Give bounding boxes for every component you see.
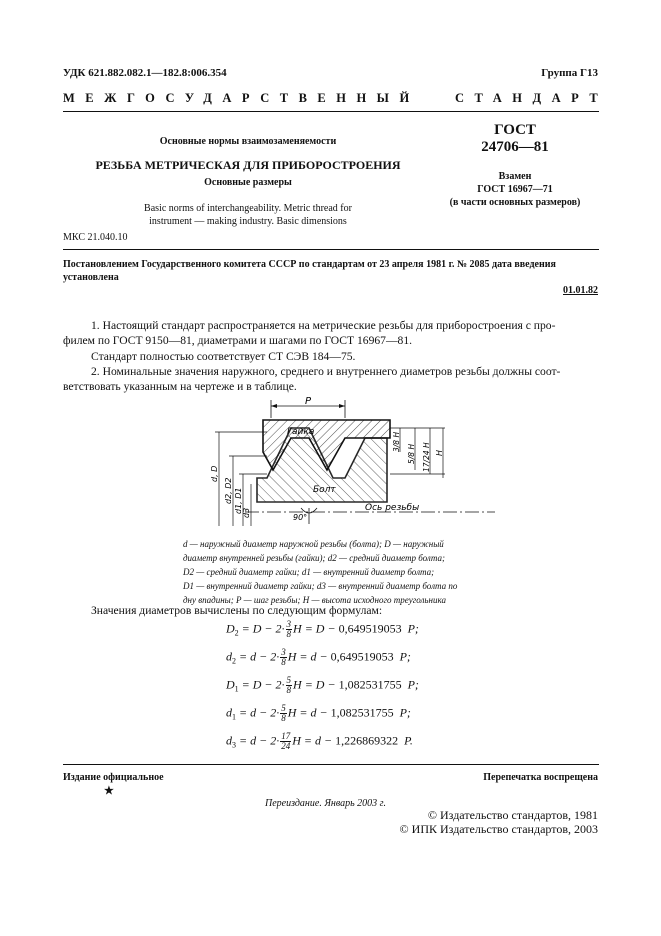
bolt-label: Болт [313, 485, 336, 495]
formula-d1: $d_1 = d - 2\cdot$ $\frac{5}{8}$ H = d − 1,082531755 P; [226, 703, 411, 723]
document-title: РЕЗЬБА МЕТРИЧЕСКАЯ ДЛЯ ПРИБОРОСТРОЕНИЯ [95, 158, 401, 172]
category-line: Основные нормы взаимозаменяемости [159, 136, 337, 147]
dim-d3-label: d3 [242, 507, 251, 518]
paragraph-1-line2: филем по ГОСТ 9150—81, диаметрами и шагами по ГОСТ 16967—81. [63, 334, 413, 347]
axis-label: Ось резьбы [365, 503, 420, 513]
official-edition: Издание официальное [63, 772, 164, 783]
formula-D2: $D_2 = D - 2\cdot$ $\frac{3}{8}$ H = D − 0,649519053 P; [226, 619, 419, 639]
title-rule [63, 249, 599, 250]
dim-h-label: H [435, 449, 444, 456]
dim-dd-label: d, D [210, 465, 219, 482]
formulas-intro: Значения диаметров вычислены по следующим формулам: [91, 604, 383, 617]
legend-line-2: диаметр внутренней резьбы (гайки); d2 — средний диаметр болта; [183, 553, 445, 563]
gost-number: 24706—81 [481, 139, 549, 155]
star-icon: ★ [104, 785, 114, 797]
pitch-label: P [305, 396, 312, 407]
legend-line-5: дну впадины; P — шаг резьбы; H — высота исходного треугольника [183, 595, 446, 605]
english-title-line2: instrument — making industry. Basic dimensions [149, 216, 347, 227]
angle-label: 90° [293, 513, 308, 522]
reissue-note: Переиздание. Январь 2003 г. [265, 798, 386, 809]
gost-label: ГОСТ [494, 122, 536, 138]
udc-code: УДК 621.882.082.1—182.8:006.354 [63, 67, 227, 79]
footer-rule [63, 764, 599, 765]
copyright-1981: © Издательство стандартов, 1981 [427, 808, 598, 822]
effective-date: 01.01.82 [563, 285, 598, 296]
english-title-line1: Basic norms of interchangeability. Metric thread for [144, 203, 352, 214]
standard-type-left: МЕЖГОСУДАРСТВЕННЫЙ [63, 91, 420, 105]
reprint-notice: Перепечатка воспрещена [483, 772, 598, 783]
replaces-note: (в части основных размеров) [449, 197, 581, 208]
decree-line2: установлена [63, 272, 119, 283]
dim-5-8h-label: 5/8 H [407, 443, 416, 464]
legend-line-1: d — наружный диаметр наружной резьбы (болта); D — наружный [183, 539, 444, 549]
nut-label: Гайка [287, 427, 315, 437]
standard-type-right: СТАНДАРТ [455, 91, 609, 105]
dim-d1d1-label: d1, D1 [234, 487, 243, 514]
group-code: Группа Г13 [541, 67, 598, 79]
formula-D1: $D_1 = D - 2\cdot$ $\frac{5}{8}$ H = D − 1,082531755 P; [226, 675, 419, 695]
document-subtitle: Основные размеры [204, 177, 292, 188]
formula-d2: $d_2 = d - 2\cdot$ $\frac{3}{8}$ H = d − 0,649519053 P; [226, 647, 411, 667]
paragraph-2: Стандарт полностью соответствует СТ СЭВ 184—75. [91, 350, 356, 363]
dim-17-24h-label: 17/24 H [422, 442, 431, 472]
replaces-label: Взамен [498, 171, 532, 182]
legend-line-3: D2 — средний диаметр гайки; d1 — внутренний диаметр болта; [183, 567, 435, 577]
dim-d2d2-label: d2, D2 [224, 477, 233, 504]
thread-profile-drawing [205, 392, 505, 532]
paragraph-3-line1: 2. Номинальные значения наружного, среднего и внутреннего диаметров резьбы должны соот- [91, 365, 561, 378]
paragraph-3-line2: ветствовать указанным на чертеже и в таблице. [63, 380, 297, 393]
legend-line-4: D1 — внутренний диаметр гайки; d3 — внутренний диаметр болта по [183, 581, 458, 591]
mks-code: МКС 21.040.10 [63, 232, 128, 243]
drawing-legend [183, 537, 489, 607]
paragraph-1-line1: 1. Настоящий стандарт распространяется на метрические резьбы для приборостроения с про- [91, 319, 556, 332]
replaces-gost: ГОСТ 16967—71 [477, 184, 553, 195]
decree-line1: Постановлением Государственного комитета СССР по стандартам от 23 апреля 1981 г. № 2085 дата введения [63, 259, 556, 270]
header-rule [63, 111, 599, 112]
copyright-2003: © ИПК Издательство стандартов, 2003 [399, 822, 598, 836]
dim-3-8h-label: 3/8 H [392, 431, 401, 452]
formula-d3: $d_3 = d - 2\cdot$ $\frac{17}{24}$ H = d − 1,226869322 P. [226, 731, 413, 751]
